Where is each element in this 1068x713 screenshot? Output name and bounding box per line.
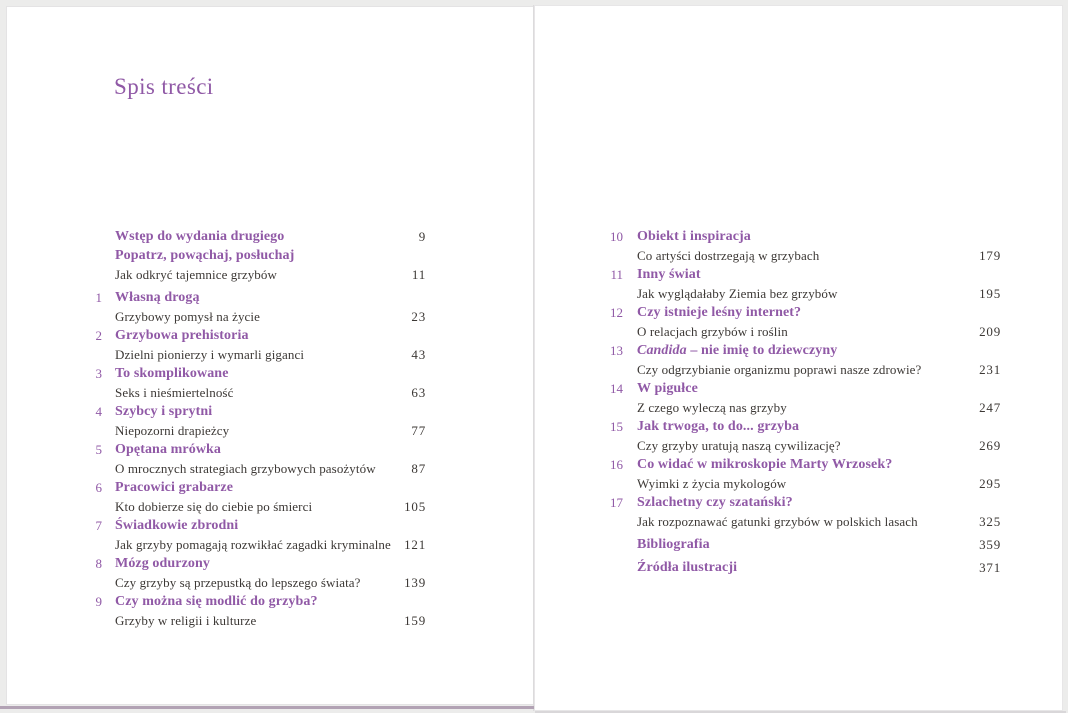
toc-entry (83, 246, 426, 284)
toc-entry-text (115, 288, 401, 326)
chapter-title: Czy istnieje leśny internet? (637, 305, 802, 320)
toc-entry (603, 455, 1001, 493)
chapter-subtitle: Co artyści dostrzegają w grzybach (637, 248, 820, 263)
chapter-number: 8 (95, 556, 102, 571)
chapter-number: 5 (95, 442, 102, 457)
left-page (6, 6, 533, 705)
toc-list-right (603, 227, 1001, 577)
toc-entry (83, 364, 426, 402)
page-number: 87 (411, 461, 426, 476)
chapter-title: Mózg odurzony (115, 556, 211, 571)
chapter-subtitle: Seks i nieśmiertelność (115, 385, 234, 400)
page-edge-strip-left (0, 706, 534, 709)
chapter-subtitle: Jak odkryć tajemnice grzybów (115, 267, 277, 282)
toc-entry (603, 303, 1001, 341)
page-number: 247 (979, 400, 1001, 415)
chapter-number: 12 (610, 305, 623, 320)
page-number: 295 (979, 476, 1001, 491)
page-number: 325 (979, 514, 1001, 529)
chapter-title: Szybcy i sprytni (115, 404, 213, 419)
chapter-subtitle: O mrocznych strategiach grzybowych pasożytów (115, 461, 376, 476)
chapter-number: 13 (610, 343, 623, 358)
toc-entry-text (637, 379, 969, 417)
chapter-subtitle: Dzielni pionierzy i wymarli giganci (115, 347, 305, 362)
chapter-subtitle: O relacjach grzybów i roślin (637, 324, 788, 339)
toc-entry (83, 326, 426, 364)
toc-entry (603, 535, 1001, 554)
toc-entry-text (637, 535, 969, 554)
page-number: 23 (411, 309, 426, 324)
toc-entry (603, 265, 1001, 303)
toc-entry-text (115, 227, 409, 246)
chapter-number: 10 (610, 229, 623, 244)
page-number: 43 (411, 347, 426, 362)
chapter-subtitle: Czy grzyby uratują naszą cywilizację? (637, 438, 841, 453)
toc-entry (83, 402, 426, 440)
toc-entry (83, 227, 426, 246)
chapter-title: Inny świat (637, 267, 701, 282)
page-number: 231 (979, 362, 1001, 377)
toc-entry (603, 227, 1001, 265)
chapter-title: Wstęp do wydania drugiego (115, 229, 285, 244)
chapter-number: 7 (95, 518, 102, 533)
toc-entry-text (637, 417, 969, 455)
page-number: 121 (404, 537, 426, 552)
page-number: 195 (979, 286, 1001, 301)
toc-entry (603, 341, 1001, 379)
toc-entry-text (115, 440, 401, 478)
chapter-subtitle: Kto dobierze się do ciebie po śmierci (115, 499, 313, 514)
page-number: 9 (418, 229, 426, 244)
chapter-title: Czy można się modlić do grzyba? (115, 594, 318, 609)
page-number: 105 (404, 499, 426, 514)
page-title: Spis treści (114, 74, 214, 99)
chapter-number: 15 (610, 419, 623, 434)
page-number: 179 (979, 248, 1001, 263)
chapter-title: Grzybowa prehistoria (115, 328, 249, 343)
page-number: 139 (404, 575, 426, 590)
chapter-subtitle: Czy odgrzybianie organizmu poprawi nasze zdrowie? (637, 362, 922, 377)
toc-entry (83, 440, 426, 478)
chapter-number: 6 (95, 480, 102, 495)
page-number: 209 (979, 324, 1001, 339)
chapter-title: Własną drogą (115, 290, 200, 305)
toc-entry-text (115, 554, 394, 592)
page-number: 77 (411, 423, 426, 438)
chapter-subtitle: Czy grzyby są przepustką do lepszego świata? (115, 575, 361, 590)
toc-entry (603, 493, 1001, 531)
toc-entry-text (115, 246, 402, 284)
chapter-subtitle: Grzybowy pomysł na życie (115, 309, 260, 324)
chapter-title: Obiekt i inspiracja (637, 229, 751, 244)
page-number: 359 (979, 537, 1001, 552)
page-number: 159 (404, 613, 426, 628)
toc-entry (603, 558, 1001, 577)
page-number: 63 (411, 385, 426, 400)
toc-entry-text (115, 402, 401, 440)
toc-entry (83, 516, 426, 554)
page-number: 269 (979, 438, 1001, 453)
toc-entry-text (637, 558, 969, 577)
toc-entry-text (637, 341, 969, 379)
chapter-title: Candida – nie imię to dziewczyny (637, 343, 838, 358)
chapter-title: Szlachetny czy szatański? (637, 495, 793, 510)
chapter-number (83, 246, 102, 284)
chapter-number: 16 (610, 457, 623, 472)
chapter-title: Jak trwoga, to do... grzyba (637, 419, 800, 434)
toc-entry-text (115, 478, 394, 516)
toc-entry (603, 417, 1001, 455)
chapter-number: 17 (610, 495, 623, 510)
chapter-title: Bibliografia (637, 537, 710, 552)
toc-entry-text (115, 516, 394, 554)
page-fold-divider (533, 5, 535, 711)
toc-entry-text (115, 592, 394, 630)
chapter-title: Świadkowie zbrodni (115, 518, 239, 533)
toc-entry (83, 478, 426, 516)
toc-entry (83, 592, 426, 630)
chapter-number (603, 535, 623, 554)
chapter-subtitle: Niepozorni drapieżcy (115, 423, 230, 438)
chapter-number (603, 558, 623, 577)
chapter-number (83, 227, 102, 246)
chapter-title: W pigułce (637, 381, 698, 396)
chapter-number: 1 (95, 290, 102, 305)
toc-entry-text (115, 326, 401, 364)
chapter-subtitle: Wyimki z życia mykologów (637, 476, 787, 491)
chapter-title: To skomplikowane (115, 366, 229, 381)
chapter-subtitle: Jak wyglądałaby Ziemia bez grzybów (637, 286, 838, 301)
chapter-number: 14 (610, 381, 623, 396)
chapter-title: Popatrz, powąchaj, posłuchaj (115, 248, 295, 263)
chapter-number: 3 (95, 366, 102, 381)
toc-entry-text (637, 265, 969, 303)
toc-entry (603, 379, 1001, 417)
page-number: 11 (411, 267, 426, 282)
toc-entry-text (637, 493, 969, 531)
chapter-number: 4 (95, 404, 102, 419)
chapter-title: Pracowici grabarze (115, 480, 234, 495)
chapter-subtitle: Jak rozpoznawać gatunki grzybów w polskich lasach (637, 514, 918, 529)
toc-entry-text (637, 455, 969, 493)
page-number: 371 (979, 560, 1001, 575)
toc-entry-text (115, 364, 401, 402)
chapter-number: 9 (95, 594, 102, 609)
chapter-title: Źródła ilustracji (637, 560, 738, 575)
toc-entry (83, 554, 426, 592)
chapter-subtitle: Grzyby w religii i kulturze (115, 613, 257, 628)
chapter-title: Co widać w mikroskopie Marty Wrzosek? (637, 457, 893, 472)
toc-entry-text (637, 227, 969, 265)
toc-entry-text (637, 303, 969, 341)
right-page (535, 5, 1063, 711)
chapter-title: Opętana mrówka (115, 442, 222, 457)
toc-entry (83, 288, 426, 326)
chapter-number: 2 (95, 328, 102, 343)
chapter-subtitle: Z czego wyleczą nas grzyby (637, 400, 787, 415)
chapter-subtitle: Jak grzyby pomagają rozwikłać zagadki kryminalne (115, 537, 391, 552)
toc-list-left (83, 227, 426, 630)
chapter-number: 11 (610, 267, 623, 282)
